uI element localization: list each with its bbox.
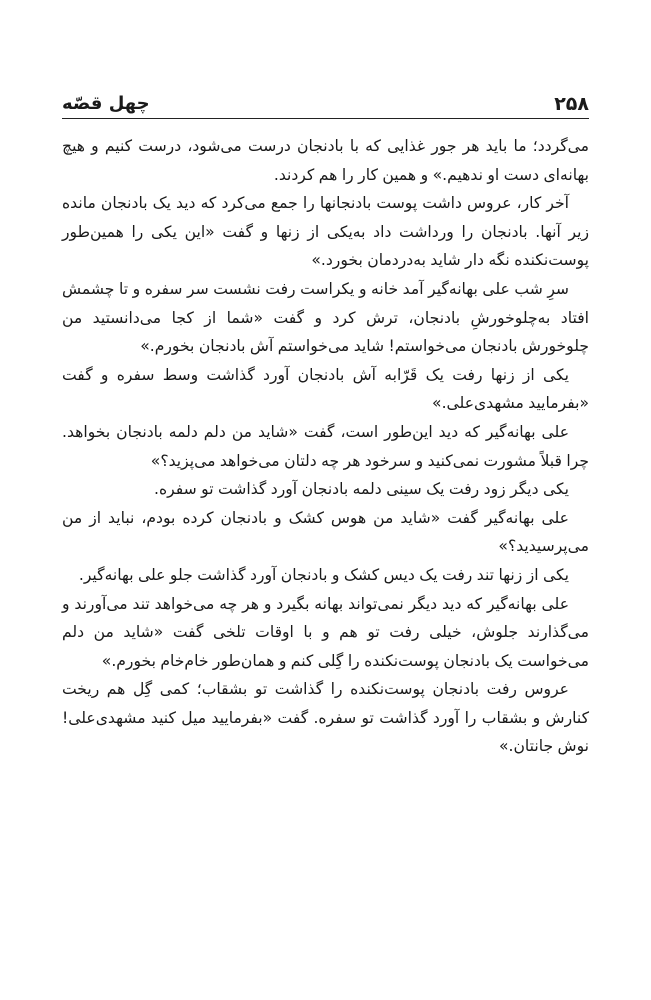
page-number: ۲۵۸ <box>554 93 589 115</box>
paragraph: یکی از زنها رفت یک قَرّابه آش بادنجان آورد گذاشت وسط سفره و گفت «بفرمایید مشهدی‌علی.» <box>62 365 589 413</box>
paragraph: آخر کار، عروس داشت پوست بادنجانها را جمع می‌کرد که دید یک بادنجان مانده زیر آنها. بادنجان را ورداشت داد به‌یکی از زنها و گفت «این یکی را همین‌طور پوست‌نکنده نگه دار شاید به‌دردمان بخورد.» <box>62 194 589 270</box>
paragraph: علی بهانه‌گیر گفت «شاید من هوس کشک و بادنجان کرده بودم، نباید از من می‌پرسیدید؟» <box>62 508 589 556</box>
paragraph: یکی دیگر زود رفت یک سینی دلمه بادنجان آورد گذاشت تو سفره. <box>154 480 569 499</box>
paragraph: علی بهانه‌گیر که دید دیگر نمی‌تواند بهانه بگیرد و هر چه می‌خواهد تند می‌آورند و می‌گذارند جلوش، خیلی رفت تو هم و با اوقات تلخی گفت «شاید من دلم می‌خواست یک بادنجان پوست‌نکنده را گِلی کنم و همان‌طور خام‌خام بخورم.» <box>62 594 589 670</box>
book-title: چهل قصّه <box>62 93 150 114</box>
paragraph: علی بهانه‌گیر که دید این‌طور است، گفت «شاید من دلم دلمه بادنجان بخواهد. چرا قبلاً مشورت نمی‌کنید و سرخود هر چه دلتان می‌خواهد می‌پزید؟» <box>62 422 589 470</box>
header-divider <box>62 118 589 119</box>
paragraph: یکی از زنها تند رفت یک دیس کشک و بادنجان آورد گذاشت جلو علی بهانه‌گیر. <box>78 565 569 584</box>
paragraph: می‌گردد؛ ما باید هر جور غذایی که با بادنجان درست می‌شود، درست کنیم و هیچ بهانه‌ای دست او ندهیم.» و همین کار را هم کردند. <box>62 137 589 184</box>
page-header <box>62 84 589 118</box>
paragraph: عروس رفت بادنجان پوست‌نکنده را گذاشت تو بشقاب؛ کمی گِل هم ریخت کنارش و بشقاب را آورد گذاشت تو سفره. گفت «بفرمایید میل کنید مشهدی‌علی! نوش جانتان.» <box>62 680 589 756</box>
body-text <box>62 132 589 761</box>
paragraph: سرِ شب علی بهانه‌گیر آمد خانه و یکراست رفت نشست سر سفره و تا چشمش افتاد به‌چلوخورشِ بادنجان، ترش کرد و گفت «شما از کجا می‌دانستید من چلوخورش بادنجان می‌خواستم! شاید می‌خواستم آش بادنجان بخورم.» <box>62 279 589 356</box>
